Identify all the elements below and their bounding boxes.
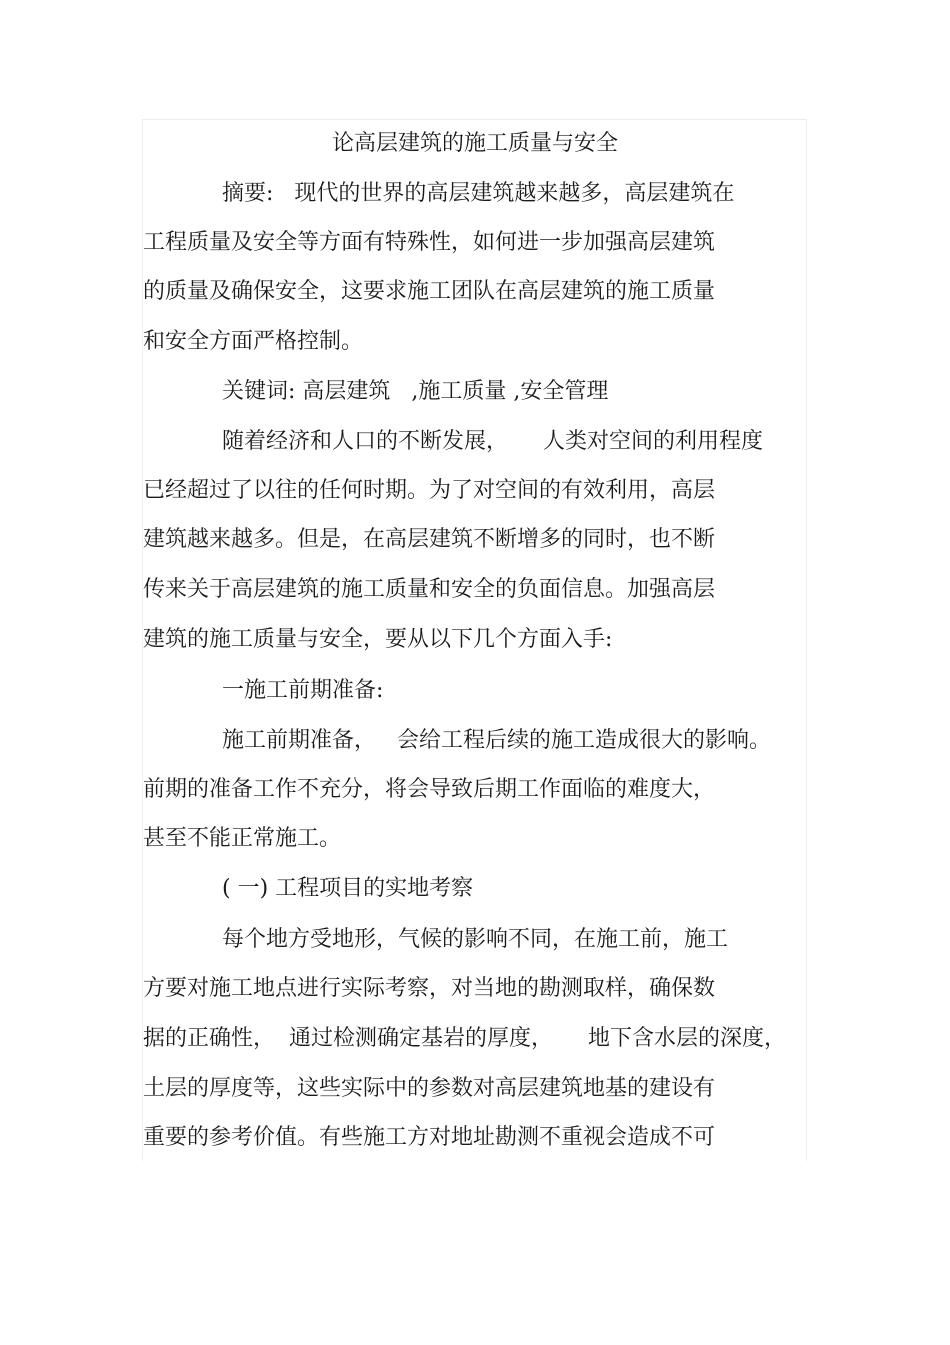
subsection1-line-3: 据的正确性， 通过检测确定基岩的厚度， 地下含水层的深度， bbox=[143, 1026, 786, 1051]
intro-line-5: 建筑的施工质量与安全，要从以下几个方面入手: bbox=[143, 627, 613, 652]
abstract-line-1: 摘要: 现代的世界的高层建筑越来越多，高层建筑在 bbox=[222, 181, 735, 206]
abstract-line-2: 工程质量及安全等方面有特殊性，如何进一步加强高层建筑 bbox=[143, 230, 716, 255]
section-heading-1: 一施工前期准备: bbox=[222, 678, 384, 703]
abstract-line-4: 和安全方面严格控制。 bbox=[143, 329, 364, 354]
subsection1-line-5: 重要的参考价值。有些施工方对地址勘测不重视会造成不可 bbox=[143, 1125, 716, 1150]
subsection1-line-4: 土层的厚度等，这些实际中的参数对高层建筑地基的建设有 bbox=[143, 1076, 716, 1101]
intro-line-3: 建筑越来越多。但是，在高层建筑不断增多的同时，也不断 bbox=[143, 527, 716, 552]
section1-line-1: 施工前期准备， 会给工程后续的施工造成很大的影响。 bbox=[222, 728, 771, 753]
abstract-line-3: 的质量及确保安全，这要求施工团队在高层建筑的施工质量 bbox=[143, 279, 716, 304]
subsection1-line-2: 方要对施工地点进行实际考察，对当地的勘测取样，确保数 bbox=[143, 976, 716, 1001]
keywords-line: 关键词: 高层建筑 ,施工质量 ,安全管理 bbox=[222, 379, 609, 404]
section1-line-3: 甚至不能正常施工。 bbox=[143, 826, 342, 851]
document-title: 论高层建筑的施工质量与安全 bbox=[331, 131, 618, 156]
subsection-heading-1: ( 一) 工程项目的实地考察 bbox=[222, 876, 474, 901]
intro-line-4: 传来关于高层建筑的施工质量和安全的负面信息。加强高层 bbox=[143, 577, 716, 602]
subsection1-line-1: 每个地方受地形，气候的影响不同，在施工前，施工 bbox=[222, 927, 729, 952]
section1-line-2: 前期的准备工作不充分，将会导致后期工作面临的难度大， bbox=[143, 777, 716, 802]
intro-line-1: 随着经济和人口的不断发展， 人类对空间的利用程度 bbox=[222, 429, 763, 454]
intro-line-2: 已经超过了以往的任何时期。为了对空间的有效利用，高层 bbox=[143, 478, 716, 503]
